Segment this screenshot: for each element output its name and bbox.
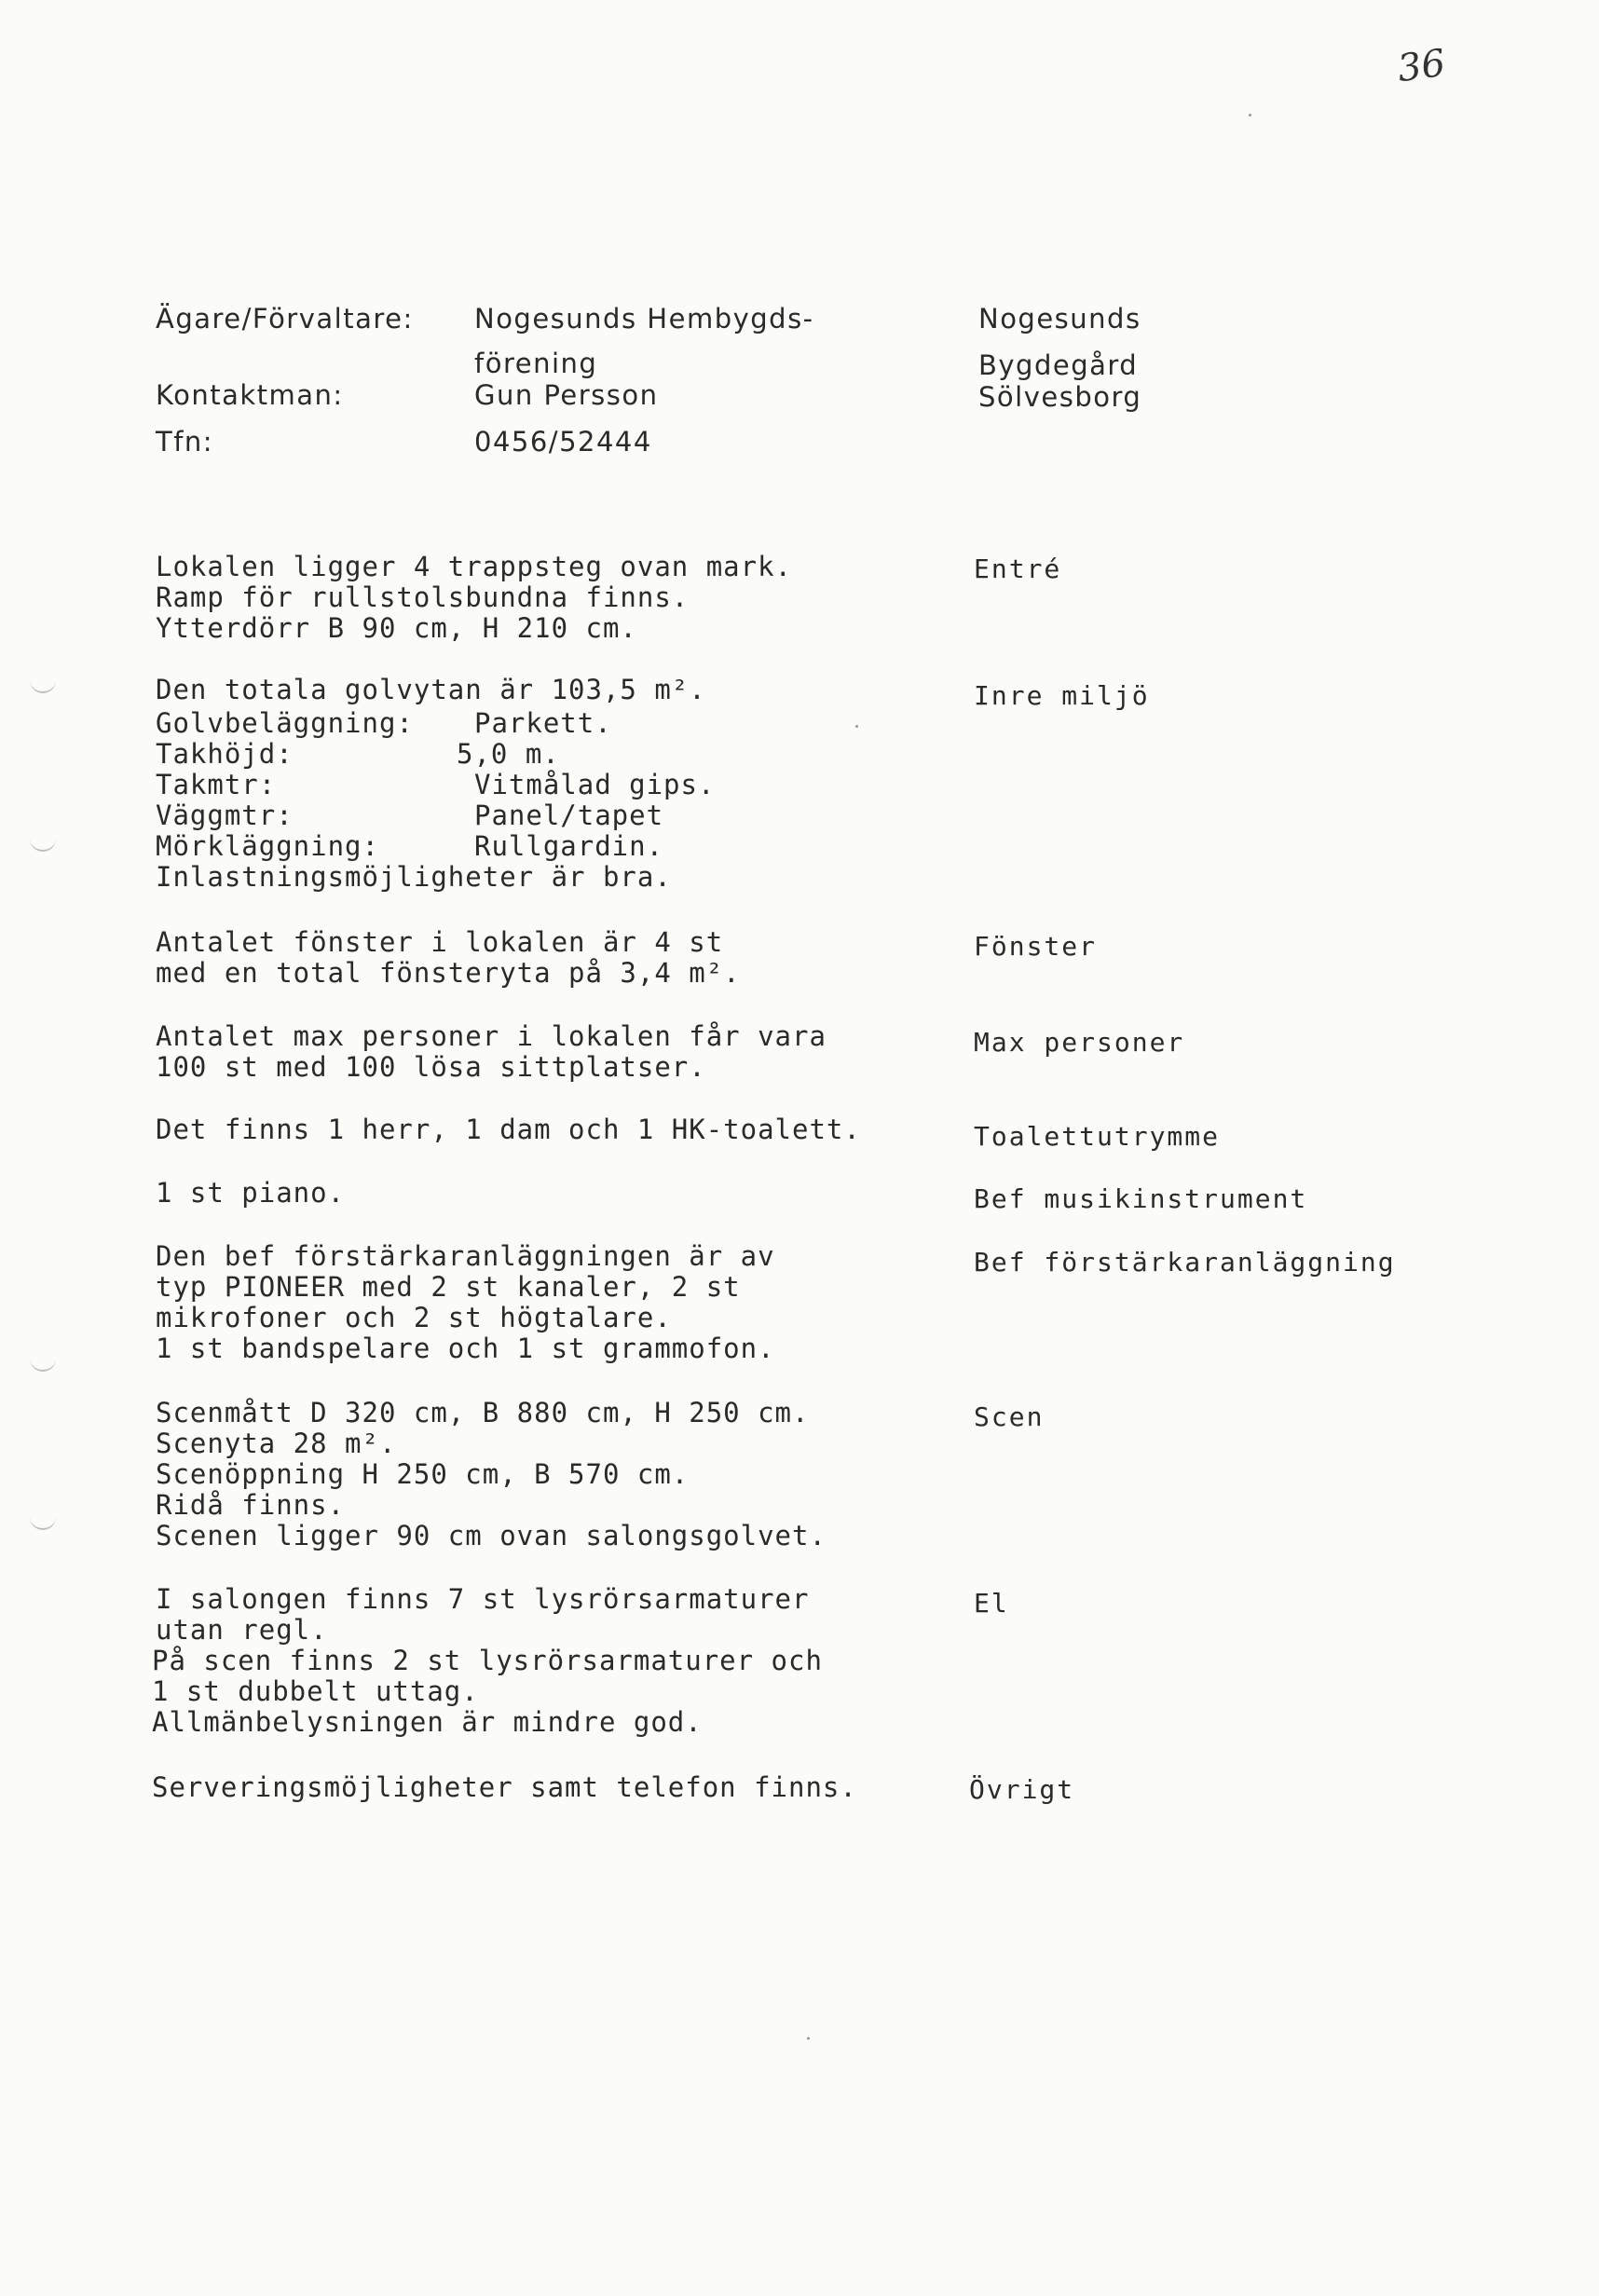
scan-speck xyxy=(1249,114,1251,116)
inre-row-label: Väggmtr: xyxy=(156,800,294,831)
max-personer-heading: Max personer xyxy=(974,1027,1185,1058)
inre-intro: Den totala golvytan är 103,5 m². xyxy=(156,674,706,705)
max-personer-line: Antalet max personer i lokalen får vara xyxy=(156,1020,827,1052)
el-line: I salongen finns 7 st lysrörsarmaturer xyxy=(156,1583,810,1615)
location-line2: Bygdegård xyxy=(978,349,1139,381)
inre-row-label: Takmtr: xyxy=(156,769,277,800)
fonster-line: med en total fönsteryta på 3,4 m². xyxy=(156,957,741,989)
inre-row-value: Rullgardin. xyxy=(474,830,664,862)
forstarkare-line: mikrofoner och 2 st högtalare. xyxy=(156,1302,672,1333)
scen-line: Ridå finns. xyxy=(156,1489,346,1521)
inre-row-label: Takhöjd: xyxy=(156,738,294,770)
inre-row-value: Parkett. xyxy=(474,707,612,739)
binder-hole-mark xyxy=(30,1510,56,1530)
musik-line: 1 st piano. xyxy=(156,1177,346,1209)
entre-heading: Entré xyxy=(974,554,1062,584)
el-line: 1 st dubbelt uttag. xyxy=(152,1675,479,1707)
phone-value: 0456/52444 xyxy=(474,426,652,458)
fonster-line: Antalet fönster i lokalen är 4 st xyxy=(156,926,724,958)
binder-hole-mark xyxy=(30,673,56,693)
scen-line: Scenen ligger 90 cm ovan salongsgolvet. xyxy=(156,1520,827,1551)
scen-line: Scenyta 28 m². xyxy=(156,1428,397,1459)
toalett-heading: Toalettutrymme xyxy=(974,1121,1221,1152)
contact-value: Gun Persson xyxy=(474,379,659,411)
page-number: 36 xyxy=(1395,41,1448,91)
scan-speck xyxy=(855,725,858,728)
inre-row-value: Vitmålad gips. xyxy=(474,769,716,800)
fonster-heading: Fönster xyxy=(974,931,1098,962)
inre-row-value: Panel/tapet xyxy=(474,800,664,831)
location-line3: Sölvesborg xyxy=(978,381,1142,413)
scan-speck xyxy=(807,2037,810,2040)
el-line: Allmänbelysningen är mindre god. xyxy=(152,1706,703,1738)
forstarkare-heading: Bef förstärkaranläggning xyxy=(974,1247,1396,1278)
phone-label: Tfn: xyxy=(156,426,214,458)
owner-value-line2: förening xyxy=(474,348,598,379)
el-line: På scen finns 2 st lysrörsarmaturer och xyxy=(152,1645,823,1676)
entre-line: Ytterdörr B 90 cm, H 210 cm. xyxy=(156,612,637,644)
owner-value-line1: Nogesunds Hembygds- xyxy=(474,303,814,335)
forstarkare-line: 1 st bandspelare och 1 st grammofon. xyxy=(156,1332,775,1364)
ovrigt-heading: Övrigt xyxy=(969,1774,1075,1805)
inre-heading: Inre miljö xyxy=(974,680,1150,711)
inre-row-label: Mörkläggning: xyxy=(156,830,379,862)
inre-row-value: 5,0 m. xyxy=(457,738,560,770)
contact-label: Kontaktman: xyxy=(156,379,344,411)
el-heading: El xyxy=(974,1588,1009,1619)
musik-heading: Bef musikinstrument xyxy=(974,1183,1308,1214)
toalett-line: Det finns 1 herr, 1 dam och 1 HK-toalett. xyxy=(156,1114,861,1145)
scen-line: Scenöppning H 250 cm, B 570 cm. xyxy=(156,1458,690,1490)
binder-hole-mark xyxy=(30,831,56,852)
scen-line: Scenmått D 320 cm, B 880 cm, H 250 cm. xyxy=(156,1397,810,1428)
inre-outro: Inlastningsmöjligheter är bra. xyxy=(156,861,672,893)
forstarkare-line: Den bef förstärkaranläggningen är av xyxy=(156,1240,775,1272)
location-line1: Nogesunds xyxy=(978,303,1141,335)
forstarkare-line: typ PIONEER med 2 st kanaler, 2 st xyxy=(156,1271,741,1303)
entre-line: Ramp för rullstolsbundna finns. xyxy=(156,581,690,613)
binder-hole-mark xyxy=(30,1351,56,1372)
inre-row-label: Golvbeläggning: xyxy=(156,707,414,739)
entre-line: Lokalen ligger 4 trappsteg ovan mark. xyxy=(156,551,793,582)
scen-heading: Scen xyxy=(974,1401,1045,1432)
max-personer-line: 100 st med 100 lösa sittplatser. xyxy=(156,1051,706,1083)
owner-label: Ägare/Förvaltare: xyxy=(156,303,414,335)
ovrigt-line: Serveringsmöjligheter samt telefon finns. xyxy=(152,1771,857,1803)
el-line: utan regl. xyxy=(156,1614,328,1646)
